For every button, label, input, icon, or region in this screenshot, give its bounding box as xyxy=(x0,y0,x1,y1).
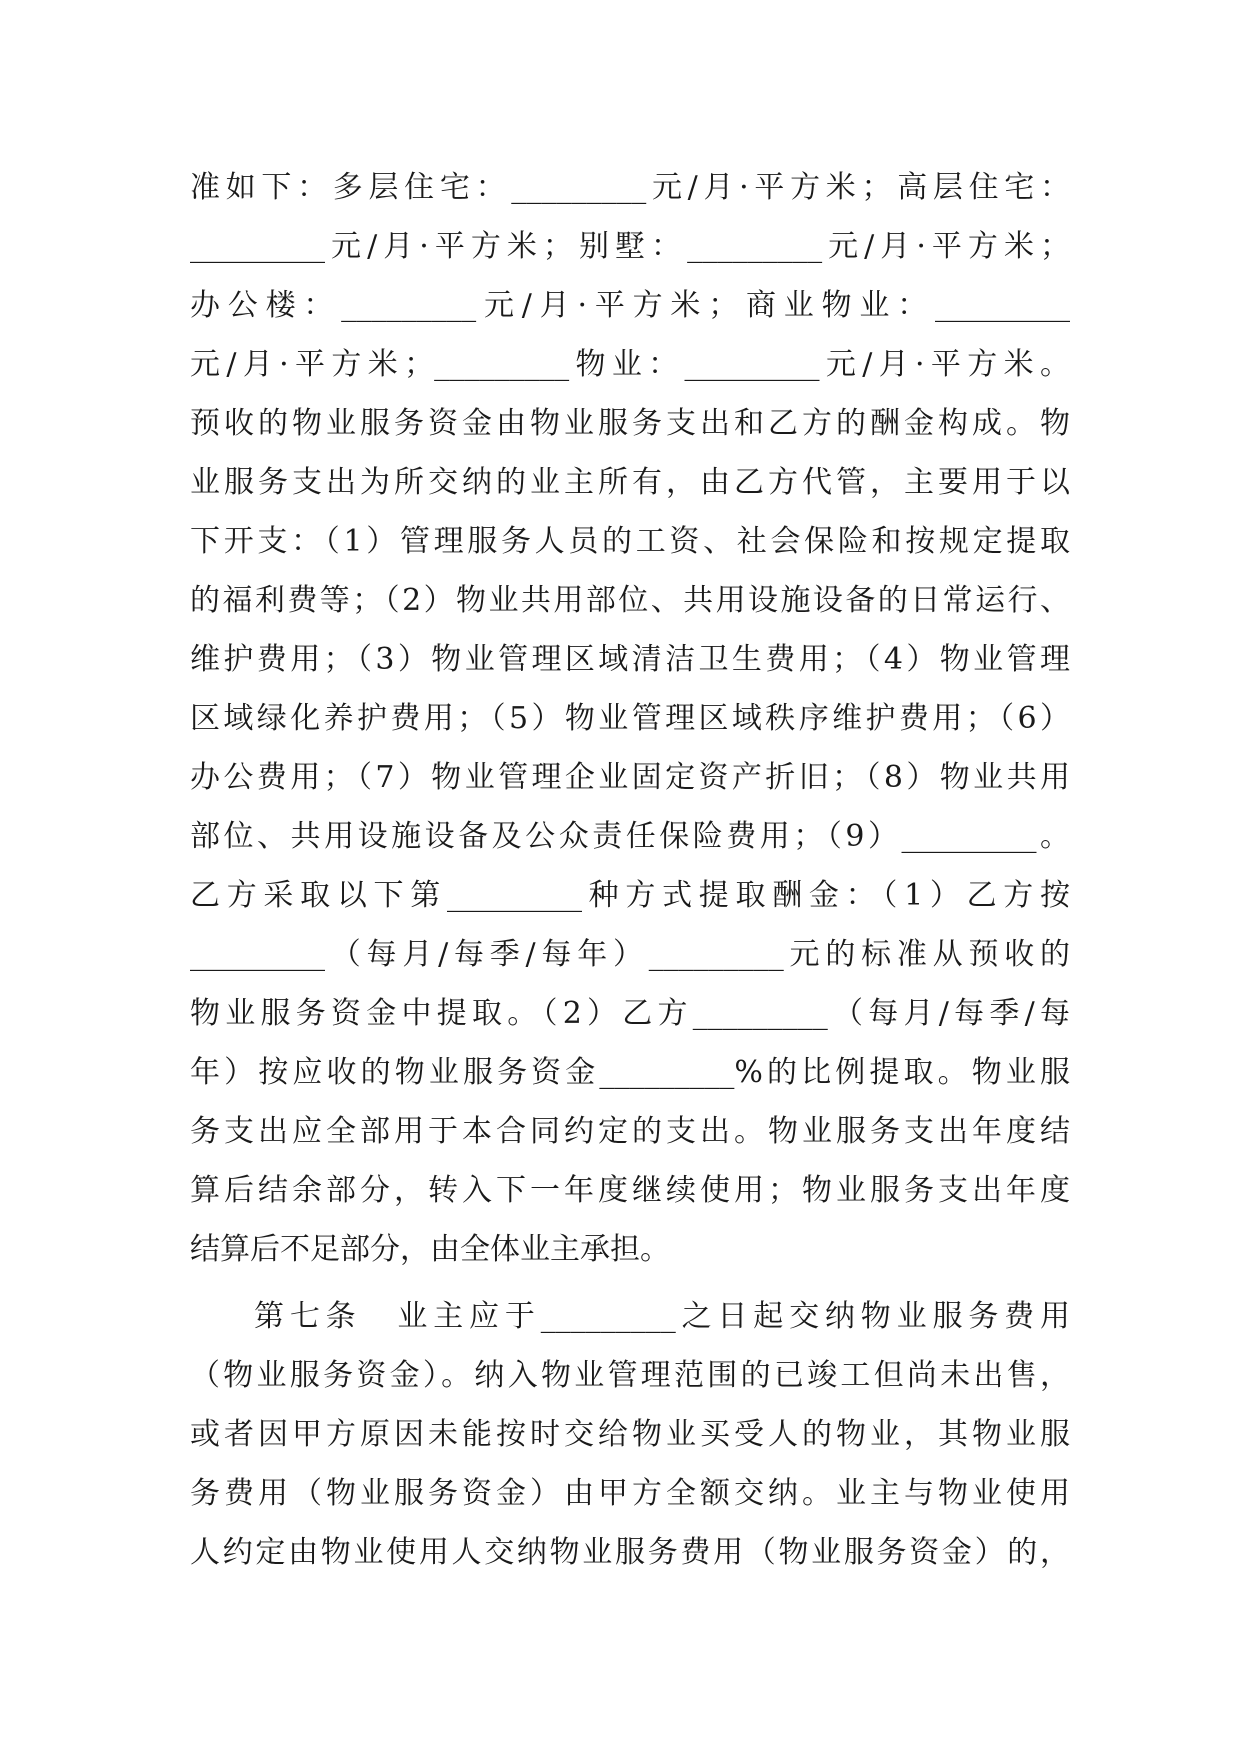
contract-body-text xyxy=(190,158,1070,1582)
text-line: 年）按应收的物业服务资金_________%的比例提取。物业服 xyxy=(190,1055,1070,1090)
text-line: _________元/月·平方米；别墅：_________元/月·平方米； xyxy=(190,229,1070,264)
text-line: 结算后不足部分，由全体业主承担。 xyxy=(190,1232,670,1267)
text-line: 部位、共用设施设备及公众责任保险费用；（9）_________。 xyxy=(190,819,1070,854)
text-line: 算后结余部分，转入下一年度继续使用；物业服务支出年度 xyxy=(190,1173,1070,1208)
text-line: 办公楼：_________元/月·平方米；商业物业：_________ xyxy=(190,288,1070,323)
text-line: _________（每月/每季/每年）_________元的标准从预收的 xyxy=(190,937,1070,972)
article-7-heading-line: 第七条 业主应于_________之日起交纳物业服务费用 xyxy=(254,1299,1070,1334)
text-line: 或者因甲方原因未能按时交给物业买受人的物业，其物业服 xyxy=(190,1417,1070,1452)
text-line: 预收的物业服务资金由物业服务支出和乙方的酬金构成。物 xyxy=(190,406,1070,441)
paragraph-gap xyxy=(190,1279,1070,1287)
text-line: 的福利费等；（2）物业共用部位、共用设施设备的日常运行、 xyxy=(190,583,1070,618)
text-line: 元/月·平方米；_________物业：_________元/月·平方米。 xyxy=(190,347,1070,382)
text-line: 业服务支出为所交纳的业主所有，由乙方代管，主要用于以 xyxy=(190,465,1070,500)
text-line: 务支出应全部用于本合同约定的支出。物业服务支出年度结 xyxy=(190,1114,1070,1149)
text-line: 办公费用；（7）物业管理企业固定资产折旧；（8）物业共用 xyxy=(190,760,1070,795)
text-line: 人约定由物业使用人交纳物业服务费用（物业服务资金）的， xyxy=(190,1535,1070,1570)
text-line: 下开支：（1）管理服务人员的工资、社会保险和按规定提取 xyxy=(190,524,1070,559)
text-line: 准如下：多层住宅：_________元/月·平方米；高层住宅： xyxy=(190,170,1070,205)
text-line: （物业服务资金）。纳入物业管理范围的已竣工但尚未出售， xyxy=(190,1358,1070,1393)
text-line: 物业服务资金中提取。（2）乙方_________（每月/每季/每 xyxy=(190,996,1070,1031)
text-line: 维护费用；（3）物业管理区域清洁卫生费用；（4）物业管理 xyxy=(190,642,1070,677)
text-line: 乙方采取以下第_________种方式提取酬金：（1）乙方按 xyxy=(190,878,1070,913)
text-line: 区域绿化养护费用；（5）物业管理区域秩序维护费用；（6） xyxy=(190,701,1070,736)
text-line: 务费用（物业服务资金）由甲方全额交纳。业主与物业使用 xyxy=(190,1476,1070,1511)
